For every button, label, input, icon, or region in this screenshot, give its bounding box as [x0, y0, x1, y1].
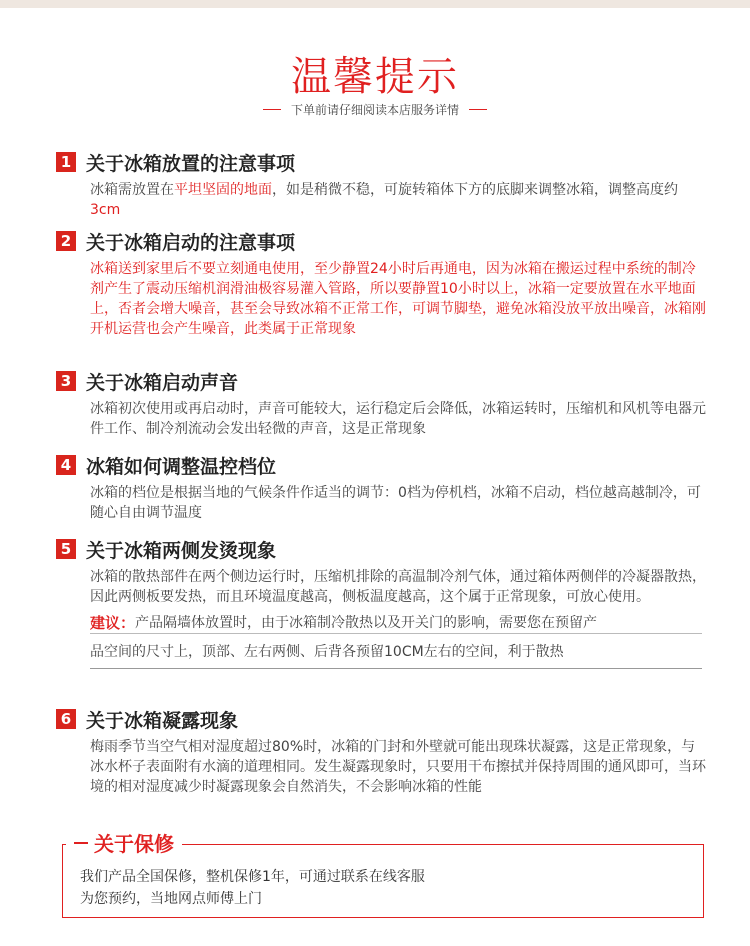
advice-row — [90, 613, 706, 633]
section-body: 梅雨季节当空气相对湿度超过80%时，冰箱的门封和外壁就可能出现珠状凝露，这是正常现象，与冰水杯子表面附有水滴的道理相同。发生凝露现象时，只要用干布擦拭并保持周围的通风即可，当环境的相对湿度减少时凝露现象会自然消失，不会影响冰箱的性能 — [90, 739, 706, 795]
section-header — [56, 705, 706, 733]
section-body: 冰箱的档位是根据当地的气候条件作适当的调节：0档为停机档，冰箱不启动，档位越高越制冷，可随心自由调节温度 — [90, 485, 701, 521]
subtitle-dash-right — [469, 109, 487, 110]
section-1 — [56, 148, 706, 220]
advice-label: 建议： — [90, 614, 136, 632]
top-border — [0, 0, 750, 8]
page-title: 温馨提示 — [291, 54, 459, 100]
section-number-badge: 3 — [56, 371, 76, 391]
section-2 — [56, 227, 706, 339]
section-5 — [56, 535, 706, 669]
highlight-text: 平坦坚固的地面 — [174, 182, 272, 198]
highlight-text: 3cm — [90, 202, 121, 218]
page-subtitle: 下单前请仔细阅读本店服务详情 — [290, 103, 459, 117]
section-number-badge: 2 — [56, 231, 76, 251]
section-number-badge: 6 — [56, 709, 76, 729]
subtitle-dash-left — [263, 109, 281, 110]
section-header — [56, 148, 706, 176]
section-header — [56, 451, 706, 479]
section-3 — [56, 367, 706, 439]
section-title: 关于冰箱启动的注意事项 — [86, 231, 296, 254]
section-title: 关于冰箱放置的注意事项 — [86, 152, 296, 175]
section-6 — [56, 705, 706, 797]
section-body: 冰箱的散热部件在两个侧边运行时，压缩机排除的高温制冷剂气体，通过箱体两侧伴的冷凝器散热，因此两侧板要发热，而且环境温度越高，侧板温度越高，这个属于正常现象，可放心使用。 — [90, 569, 706, 605]
section-header — [56, 367, 706, 395]
warranty-line: 我们产品全国保修，整机保修1年，可通过联系在线客服 — [80, 869, 425, 885]
section-body: 冰箱送到家里后不要立刻通电使用，至少静置24小时后再通电，因为冰箱在搬运过程中系统的制冷剂产生了震动压缩机润滑油极容易灌入管路，所以要静置10小时以上，冰箱一定要放置在水平地面上，否者会增大噪音，甚至会导致冰箱不正常工作，可调节脚垫，避免冰箱没放平放出噪音，冰箱刚开机运营也会产生噪音，此类属于正常现象 — [90, 261, 706, 337]
subtitle-row — [0, 101, 750, 118]
warranty-title-dash — [74, 842, 88, 844]
section-number-badge: 5 — [56, 539, 76, 559]
warranty-body — [80, 866, 680, 910]
body-text: 冰箱需放置在 — [90, 182, 174, 198]
section-title: 冰箱如何调整温控档位 — [86, 455, 277, 478]
body-text: ，如是稍微不稳，可旋转箱体下方的底脚来调整冰箱，调整高度约 — [272, 182, 678, 198]
section-body: 冰箱初次使用或再启动时，声音可能较大，运行稳定后会降低，冰箱运转时，压缩机和风机等电器元件工作、制冷剂流动会发出轻微的声音，这是正常现象 — [90, 401, 706, 437]
advice-text-line2: 品空间的尺寸上，顶部、左右两侧、后背各预留10CM左右的空间，利于散热 — [90, 634, 702, 669]
section-4 — [56, 451, 706, 523]
section-title: 关于冰箱两侧发烫现象 — [86, 539, 277, 562]
section-title: 关于冰箱启动声音 — [86, 371, 239, 394]
section-number-badge: 4 — [56, 455, 76, 475]
section-header — [56, 535, 706, 563]
section-number-badge: 1 — [56, 152, 76, 172]
warranty-title: 关于保修 — [94, 832, 174, 856]
advice-text-line1: 产品隔墙体放置时，由于冰箱制冷散热以及开关门的影响，需要您在预留产 — [135, 615, 598, 631]
warranty-line: 为您预约，当地网点师傅上门 — [80, 891, 262, 907]
section-body — [90, 180, 706, 220]
warranty-title-row — [66, 828, 182, 857]
section-title: 关于冰箱凝露现象 — [86, 709, 239, 732]
section-header — [56, 227, 706, 255]
